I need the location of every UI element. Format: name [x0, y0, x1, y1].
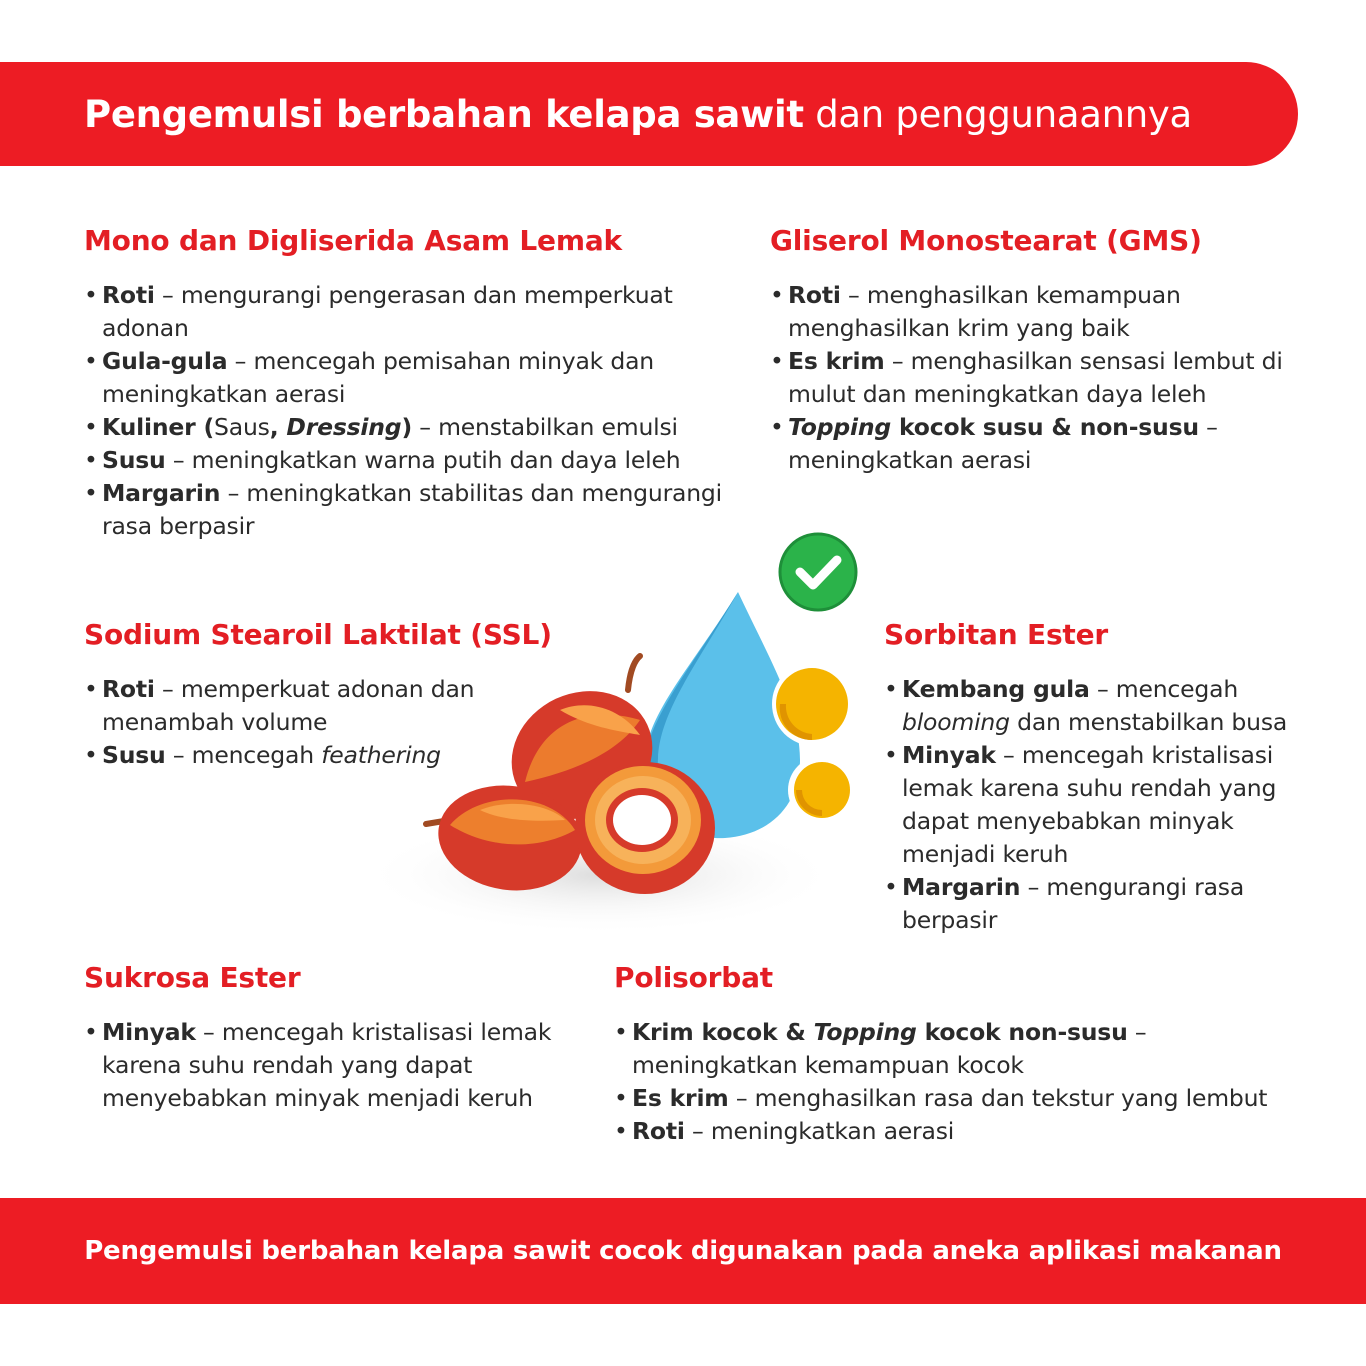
usage-list	[84, 279, 724, 543]
list-item: • Minyak – mencegah kristalisasi lemak karena suhu rendah yang dapat menyebabkan minyak menjadi keruh	[84, 1016, 602, 1115]
oil-droplet-icon	[788, 756, 856, 824]
list-item: • Susu – meningkatkan warna putih dan daya leleh	[84, 444, 724, 477]
list-item: • Gula-gula – mencegah pemisahan minyak dan meningkatkan aerasi	[84, 345, 724, 411]
section-sorbitan-ester	[884, 618, 1324, 937]
list-item: • Margarin – mengurangi rasa berpasir	[884, 871, 1302, 937]
header-banner	[0, 62, 1298, 166]
list-item: • Roti – memperkuat adonan dan menambah volume	[84, 673, 522, 739]
usage-list	[614, 1016, 1334, 1148]
section-title: Sodium Stearoil Laktilat (SSL)	[84, 618, 552, 651]
page-title	[84, 93, 1192, 136]
list-item: • Margarin – meningkatkan stabilitas dan mengurangi rasa berpasir	[84, 477, 724, 543]
section-title: Gliserol Monostearat (GMS)	[770, 224, 1202, 257]
section-title: Mono dan Digliserida Asam Lemak	[84, 224, 622, 257]
section-mono-digliserida	[84, 224, 724, 543]
footer-text: Pengemulsi berbahan kelapa sawit cocok digunakan pada aneka aplikasi makanan	[84, 1236, 1282, 1266]
oil-droplet-icon	[772, 662, 856, 746]
page-title-bold: Pengemulsi berbahan kelapa sawit	[84, 92, 804, 136]
section-title: Sukrosa Ester	[84, 961, 301, 994]
page-title-light: dan penggunaannya	[803, 92, 1192, 136]
list-item: • Es krim – menghasilkan rasa dan tekstur yang lembut	[614, 1082, 1334, 1115]
palm-fruit-illustration	[360, 520, 880, 940]
list-item: • Roti – meningkatkan aerasi	[614, 1115, 1334, 1148]
usage-list	[84, 1016, 604, 1115]
usage-list	[770, 279, 1330, 477]
list-item: • Roti – menghasilkan kemampuan menghasilkan krim yang baik	[770, 279, 1258, 345]
usage-list	[884, 673, 1324, 937]
list-item: • Krim kocok & Topping kocok non-susu – meningkatkan kemampuan kocok	[614, 1016, 1232, 1082]
list-item: • Minyak – mencegah kristalisasi lemak karena suhu rendah yang dapat menyebabkan minyak menjadi keruh	[884, 739, 1312, 871]
section-sukrosa-ester	[84, 961, 604, 1115]
section-polisorbat	[614, 961, 1334, 1148]
list-item: • Kembang gula – mencegah blooming dan menstabilkan busa	[884, 673, 1324, 739]
palm-fruit-icon	[575, 762, 715, 894]
list-item: • Susu – mencegah feathering	[84, 739, 544, 772]
list-item: • Roti – mengurangi pengerasan dan memperkuat adonan	[84, 279, 724, 345]
list-item: • Kuliner (Saus, Dressing) – menstabilkan emulsi	[84, 411, 724, 444]
check-badge-icon	[780, 534, 856, 610]
footer-banner	[0, 1198, 1366, 1304]
list-item: • Topping kocok susu & non-susu – meningkatkan aerasi	[770, 411, 1308, 477]
section-title: Polisorbat	[614, 961, 773, 994]
section-gms	[770, 224, 1330, 477]
section-title: Sorbitan Ester	[884, 618, 1108, 651]
list-item: • Es krim – menghasilkan sensasi lembut di mulut dan meningkatkan daya leleh	[770, 345, 1308, 411]
